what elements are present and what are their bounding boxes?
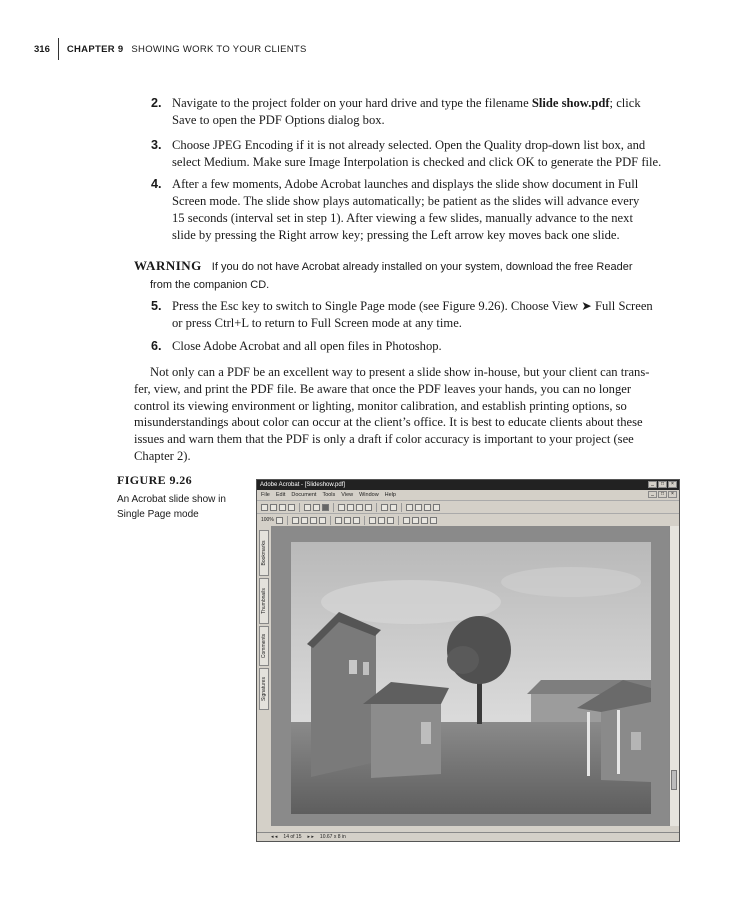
menu-help: Help (384, 492, 396, 498)
underline-icon (412, 517, 419, 524)
step-text: Save to open the PDF Options dialog box. (172, 113, 385, 127)
menu-file: File (261, 492, 270, 498)
step-text: 15 seconds (interval set in step 1). After viewing a few slides, manually advance to the next (172, 211, 633, 225)
paragraph-line: Not only can a PDF be an excellent way to present a slide show in-house, but your client can trans- (150, 365, 650, 379)
hand-tool-icon (335, 517, 342, 524)
search-icon (304, 504, 311, 511)
step-text: select Medium. Make sure Image Interpolation is checked and click OK to generate the PDF file. (172, 155, 662, 169)
step-number: 2. (151, 96, 162, 110)
warning-note (134, 257, 689, 294)
figure-caption (117, 473, 252, 522)
tab-thumbnails: Thumbnails (259, 578, 269, 624)
step-number: 6. (151, 339, 162, 353)
tab-signatures: Signatures (259, 668, 269, 710)
section-title: SHOWING WORK TO YOUR CLIENTS (131, 43, 307, 55)
step-text: Screen mode. The slide show plays automatically; be patient as the slides will advance every (172, 194, 640, 208)
print-icon (279, 504, 286, 511)
tool-icon (406, 504, 413, 511)
attach-icon (430, 517, 437, 524)
warning-text: If you do not have Acrobat already installed on your system, download the free Reader (211, 261, 633, 273)
window-title: Adobe Acrobat - [Slideshow.pdf] (260, 482, 346, 488)
tool-icon (433, 504, 440, 511)
forward-icon (390, 504, 397, 511)
step-number: 5. (151, 299, 162, 313)
page-number: 316 (34, 43, 50, 55)
pencil-icon (387, 517, 394, 524)
text-select-icon (369, 517, 376, 524)
step-number: 4. (151, 177, 162, 191)
step-3 (151, 137, 691, 171)
actual-size-icon (292, 517, 299, 524)
navigation-tabs (257, 526, 272, 826)
tool-icon (424, 504, 431, 511)
nav-arrows-icon: ◂ ◂ (271, 834, 278, 840)
navpane-icon (322, 504, 329, 511)
warning-label: WARNING (134, 258, 202, 273)
menu-tools: Tools (322, 492, 336, 498)
paragraph-line: misunderstandings about color can occur at the client’s office. It is best to educate clients about these (134, 415, 643, 430)
figure-title: FIGURE 9.26 (117, 473, 193, 487)
rotate-icon (319, 517, 326, 524)
zoom-tool-icon (344, 517, 351, 524)
step-text: After a few moments, Adobe Acrobat launches and displays the slide show document in Full (172, 177, 639, 191)
step-6 (151, 338, 691, 355)
warning-text: from the companion CD. (150, 279, 270, 291)
zoom-in-icon (276, 517, 283, 524)
step-text: ; click (609, 96, 641, 110)
menu-bar (257, 490, 679, 501)
menu-document: Document (291, 492, 317, 498)
close-icon: × (668, 481, 677, 488)
menu-window: Window (359, 492, 379, 498)
acrobat-window-screenshot (256, 479, 680, 842)
zoom-value: 100% (261, 517, 274, 523)
maximize-icon: □ (658, 481, 667, 488)
menu-view: View (341, 492, 354, 498)
paragraph-line: issues and warn them that the PDF is only a draft if color accuracy is important to your project (see (134, 432, 634, 447)
slide-image (291, 542, 651, 814)
figure-caption-text: Single Page mode (117, 509, 199, 520)
step-text: slide by pressing the Right arrow key; pressing the Left arrow key moves back one slide. (172, 228, 620, 242)
step-text: Press the Esc key to switch to Single Page mode (see Figure 9.26). Choose View ➤ Full Screen (172, 299, 653, 313)
figure-caption-text: An Acrobat slide show in (117, 494, 226, 505)
annotation-icon (378, 517, 385, 524)
tab-comments: Comments (259, 626, 269, 666)
paragraph-line: control its viewing environment or lighting, monitor calibration, and establish printing options, so (134, 398, 627, 413)
stamp-icon (421, 517, 428, 524)
chapter-label: CHAPTER 9 (66, 43, 124, 55)
doc-restore-icon: □ (658, 491, 667, 498)
tab-bookmarks: Bookmarks (259, 530, 269, 576)
step-text: Navigate to the project folder on your hard drive and type the filename (172, 96, 532, 110)
prev-page-icon (347, 504, 354, 511)
body-paragraph (134, 364, 686, 465)
email-icon (288, 504, 295, 511)
step-text: or press Ctrl+L to return to Full Screen mode at any time. (172, 316, 462, 330)
highlight-icon (403, 517, 410, 524)
doc-minimize-icon: _ (648, 491, 657, 498)
step-4 (151, 176, 691, 244)
page-stage (272, 526, 669, 826)
open-icon (261, 504, 268, 511)
fit-page-icon (301, 517, 308, 524)
toolbar-1 (257, 501, 679, 514)
tool-icon (415, 504, 422, 511)
document-area (257, 526, 679, 833)
next-page-icon (356, 504, 363, 511)
save-icon (270, 504, 277, 511)
last-page-icon (365, 504, 372, 511)
scrollbar-thumb (671, 770, 677, 790)
paragraph-line: Chapter 2). (134, 448, 191, 463)
status-bar (257, 832, 679, 841)
step-text: Choose JPEG Encoding if it is not already selected. Open the Quality drop-down list box, and (172, 138, 646, 152)
filename: Slide show.pdf (531, 96, 610, 110)
first-page-icon (338, 504, 345, 511)
step-text: Close Adobe Acrobat and all open files in Photoshop. (172, 339, 442, 353)
running-header (34, 38, 307, 60)
fit-width-icon (310, 517, 317, 524)
vertical-scrollbar (669, 526, 679, 826)
header-rule (58, 38, 59, 60)
page-indicator: 14 of 15 (283, 834, 302, 840)
nav-arrows-icon: ▸ ▸ (307, 834, 314, 840)
find-icon (313, 504, 320, 511)
menu-edit: Edit (275, 492, 286, 498)
doc-close-icon: × (668, 491, 677, 498)
paragraph-line: fer, view, and print the PDF file. Be aware that once the PDF leaves your hands, you can no longer (134, 381, 632, 396)
minimize-icon: _ (648, 481, 657, 488)
page-size: 10.67 x 8 in (319, 834, 346, 840)
step-5 (151, 298, 691, 332)
back-icon (381, 504, 388, 511)
step-number: 3. (151, 138, 162, 152)
zoom-out-tool-icon (353, 517, 360, 524)
step-2 (151, 95, 691, 129)
window-titlebar (257, 480, 679, 490)
